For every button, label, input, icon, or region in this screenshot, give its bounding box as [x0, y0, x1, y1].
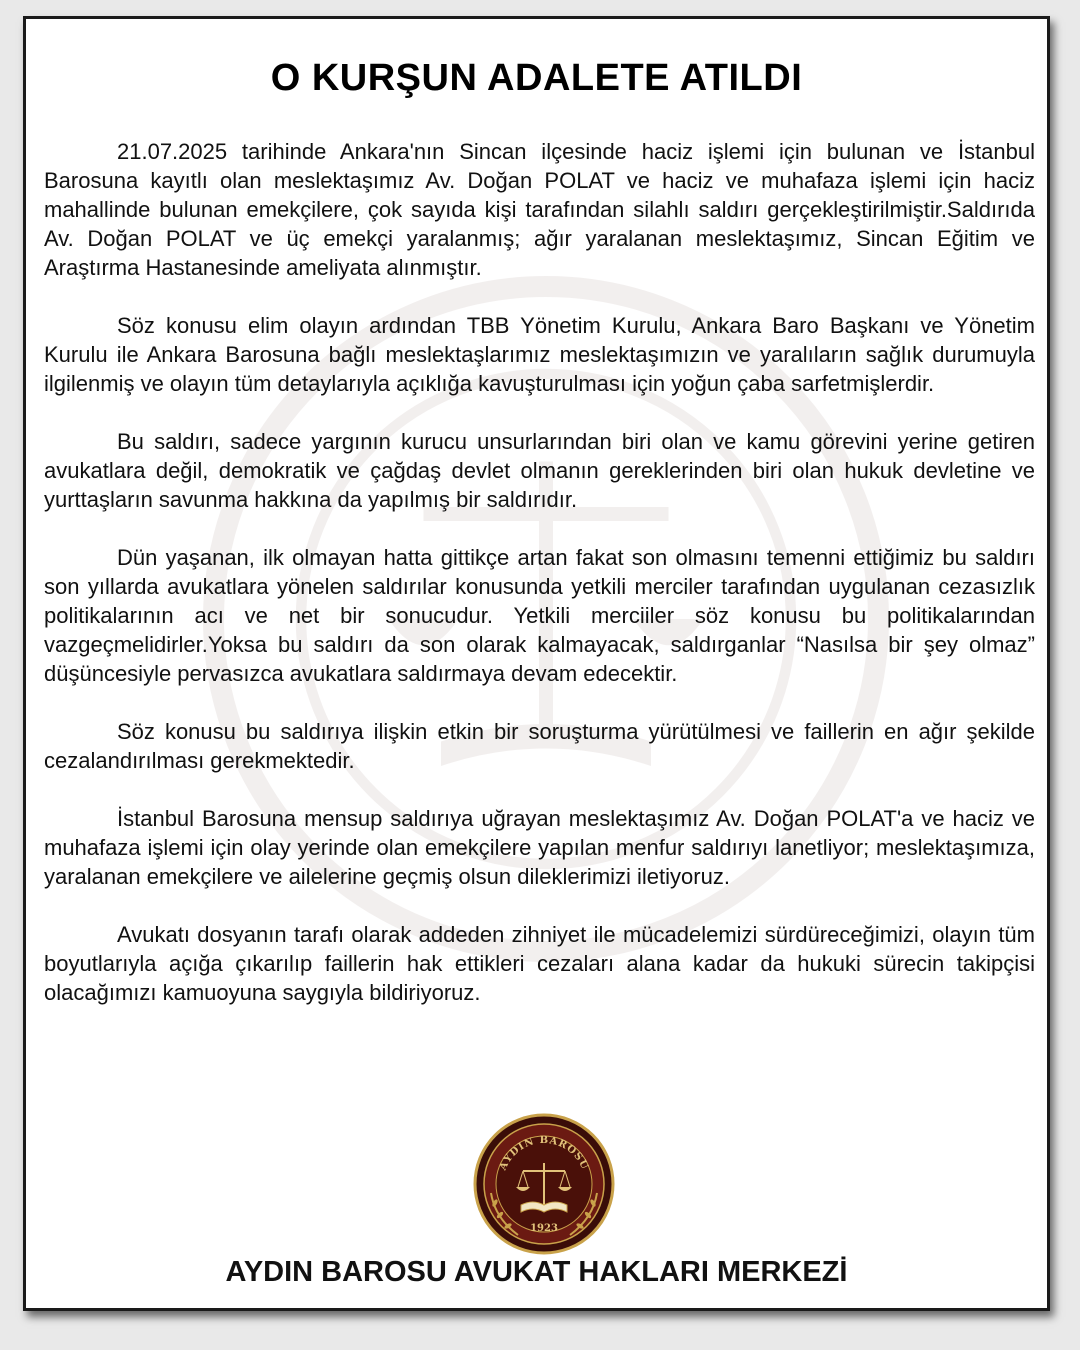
paragraph: 21.07.2025 tarihinde Ankara'nın Sincan ilçesinde haciz işlemi için bulunan ve İstanbul Barosuna kayıtlı olan meslektaşımız Av. Doğan POLAT ve haciz ve muhafaza işlemi için haciz mahallinde bulunan emekçilere, çok sayıda kişi tarafından silahlı saldırı gerçekleştirilmiştir.Saldırıda Av. Doğan POLAT ve üç emekçi yaralanmış; ağır yaralanan meslektaşımız, Sincan Eğitim ve Araştırma Hastanesinde ameliyata alınmıştır.	[44, 139, 1035, 280]
paragraph: Dün yaşanan, ilk olmayan hatta gittikçe artan fakat son olmasını temenni ettiğimiz bu saldırı son yıllarda avukatlara yönelen saldırılar konusunda yetkili merciler tarafından uygulanan cezasızlık politikalarının acı ve net bir sonucudur. Yetkili merciiler söz konusu bu politikalarından vazgeçmelidirler.Yoksa bu saldırı da son olarak kalmayacak, saldırganlar “Nasılsa bir şey olmaz” düşüncesiyle pervasızca avukatlara saldırmaya devam edecektir.	[44, 545, 1035, 686]
paragraph: Bu saldırı, sadece yargının kurucu unsurlarından biri olan ve kamu görevini yerine getiren avukatlara değil, demokratik ve çağdaş devlet olmanın gereklerinden biri olan hukuk devletine ve yurttaşların savunma hakkına da yapılmış bir saldırıdır.	[44, 429, 1035, 512]
svg-text:AYDIN BAROSU: AYDIN BAROSU	[497, 1134, 591, 1172]
svg-text:1923: 1923	[530, 1223, 558, 1234]
paragraph: Avukatı dosyanın tarafı olarak addeden zihniyet ile mücadelemizi sürdüreceğimizi, olayın tüm boyutlarıyla açığa çıkarılıp faillerin hak ettikleri cezaları alana kadar da hukuki sürecin takipçisi olacağımızı kamuoyuna saygıyla bildiriyoruz.	[44, 922, 1035, 1005]
statement-body	[44, 137, 1035, 1036]
document-frame	[23, 16, 1050, 1311]
footer-organization: AYDIN BAROSU AVUKAT HAKLARI MERKEZİ	[225, 1256, 848, 1288]
bar-association-seal-icon	[473, 1113, 615, 1255]
page-title: O KURŞUN ADALETE ATILDI	[270, 57, 803, 99]
paragraph: Söz konusu bu saldırıya ilişkin etkin bir soruşturma yürütülmesi ve faillerin en ağır şekilde cezalandırılması gerekmektedir.	[44, 719, 1035, 773]
paragraph: İstanbul Barosuna mensup saldırıya uğrayan meslektaşımız Av. Doğan POLAT'a ve haciz ve muhafaza işlemi için olay yerinde olan emekçilere yapılan menfur saldırıyı lanetliyor; meslektaşımıza, yaralanan emekçilere ve ailelerine geçmiş olsun dileklerimizi iletiyoruz.	[44, 806, 1035, 889]
paragraph: Söz konusu elim olayın ardından TBB Yönetim Kurulu, Ankara Baro Başkanı ve Yönetim Kurulu ile Ankara Barosuna bağlı meslektaşlarımız meslektaşımızın ve yaralıların sağlık durumuyla ilgilenmiş ve olayın tüm detaylarıyla açıklığa kavuşturulması için yoğun çaba sarfetmişlerdir.	[44, 313, 1035, 396]
